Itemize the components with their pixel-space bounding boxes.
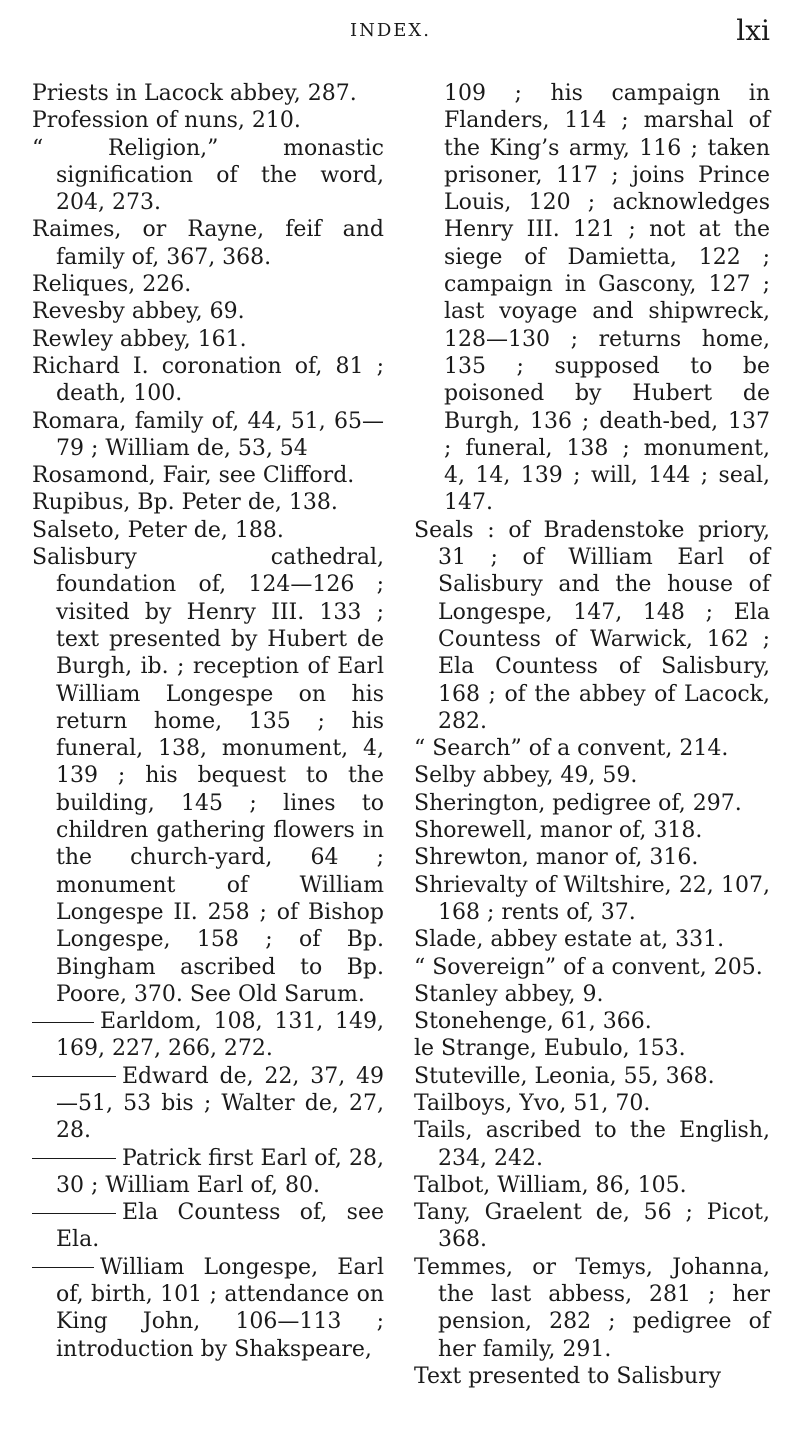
index-entry: Temmes, or Temys, Johanna, the last abbess, 281 ; her pension, 282 ; pedigree of her family, 291. [414, 1254, 770, 1362]
index-entry: Rupibus, Bp. Peter de, 138. [32, 490, 338, 516]
index-subentry [32, 1199, 384, 1254]
ditto-rule [32, 1158, 116, 1159]
index-entry: “ Search” of a convent, 214. [414, 736, 729, 762]
ditto-rule [32, 1076, 116, 1077]
index-subentry [32, 1063, 384, 1145]
index-entry-continuation: 109 ; his campaign in Flanders, 114 ; marshal of the King’s army, 116 ; taken prisoner, 117 ; joins Prince Louis, 120 ; acknowledges Henry III. 121 ; not at the siege of Damietta, 122 ; campaign in Gascony, 127 ; last voyage and shipwreck, 128—130 ; returns home, 135 ; supposed to be poisoned by Hubert de Burgh, 136 ; death-bed, 137 ; funeral, 138 ; monument, 4, 14, 139 ; will, 144 ; seal, 147. [444, 81, 770, 516]
index-entry: Salisbury cathedral, foundation of, 124—126 ; visited by Henry III. 133 ; text presented by Hubert de Burgh, ib. ; reception of Earl William Longespe on his return home, 135 ; his funeral, 138, monument, 4, 139 ; his bequest to the building, 145 ; lines to children gathering flowers in the church-yard, 64 ; monument of William Longespe II. 258 ; of Bishop Longespe, 158 ; of Bp. Bingham ascribed to Bp. Poore, 370. See Old Sarum. [32, 545, 384, 1007]
index-entry: “ Religion,” monastic signification of the word, 204, 273. [32, 135, 384, 216]
index-entry: Rosamond, Fair, see Clifford. [32, 463, 355, 489]
index-subentry-text: William Longespe, Earl of, birth, 101 ; attendance on King John, 106—113 ; introduction by Shakspeare, [56, 1254, 384, 1362]
index-entry: Profession of nuns, 210. [32, 108, 301, 134]
index-entry: Talbot, William, 86, 105. [414, 1172, 687, 1198]
ditto-rule [32, 1213, 116, 1214]
index-entry: Revesby abbey, 69. [32, 299, 245, 325]
index-entry: Shrewton, manor of, 316. [414, 845, 699, 871]
index-entry: Selby abbey, 49, 59. [414, 763, 638, 789]
page-number: lxi [736, 14, 770, 47]
index-entry: le Strange, Eubulo, 153. [414, 1036, 686, 1062]
index-entry: Stonehenge, 61, 366. [414, 1009, 652, 1035]
index-entry: Salseto, Peter de, 188. [32, 517, 284, 543]
index-subentry [32, 1008, 384, 1063]
ditto-rule [32, 1022, 94, 1023]
index-entry: Stanley abbey, 9. [414, 981, 604, 1007]
index-entry: Priests in Lacock abbey, 287. [32, 81, 357, 106]
index-entry: “ Sovereign” of a convent, 205. [414, 954, 763, 980]
index-entry: Tailboys, Yvo, 51, 70. [414, 1090, 651, 1116]
index-subentry-text: Patrick first Earl of, 28, 30 ; William Earl of, 80. [56, 1145, 384, 1198]
index-entry: Richard I. coronation of, 81 ; death, 100. [32, 353, 384, 407]
index-entry: Sherington, pedigree of, 297. [414, 790, 742, 816]
running-header [0, 14, 800, 50]
index-subentry [32, 1254, 384, 1363]
index-subentry [32, 1145, 384, 1200]
index-entry: Shorewell, manor of, 318. [414, 818, 703, 844]
index-entry: Seals : of Bradenstoke priory, 31 ; of William Earl of Salisbury and the house of Longespe, 147, 148 ; Ela Countess of Warwick, 162 ; Ela Countess of Salisbury, 168 ; of the abbey of Lacock, 282. [414, 517, 770, 734]
page-title: INDEX. [350, 20, 431, 41]
index-entry: Slade, abbey estate at, 331. [414, 927, 725, 953]
index-entry: Stuteville, Leonia, 55, 368. [414, 1063, 715, 1089]
index-entry: Reliques, 226. [32, 272, 192, 298]
index-entry: Shrievalty of Wiltshire, 22, 107, 168 ; rents of, 37. [414, 872, 770, 925]
index-subentry-text: Ela Countess of, see Ela. [56, 1200, 384, 1253]
index-entry: Rewley abbey, 161. [32, 326, 247, 352]
index-entry: Tails, ascribed to the English, 234, 242. [414, 1118, 770, 1171]
index-entry: Tany, Graelent de, 56 ; Picot, 368. [414, 1200, 770, 1253]
left-index-column [32, 80, 384, 1363]
right-index-column [414, 80, 770, 1390]
ditto-rule [32, 1267, 94, 1268]
index-subentry-text: Earldom, 108, 131, 149, 169, 227, 266, 272. [56, 1009, 384, 1062]
index-subentry-text: Edward de, 22, 37, 49—51, 53 bis ; Walter de, 27, 28. [56, 1063, 384, 1144]
index-entry: Romara, family of, 44, 51, 65—79 ; William de, 53, 54 [32, 408, 384, 461]
index-entry: Raimes, or Rayne, feif and family of, 367, 368. [32, 217, 384, 270]
index-entry: Text presented to Salisbury [414, 1363, 722, 1389]
